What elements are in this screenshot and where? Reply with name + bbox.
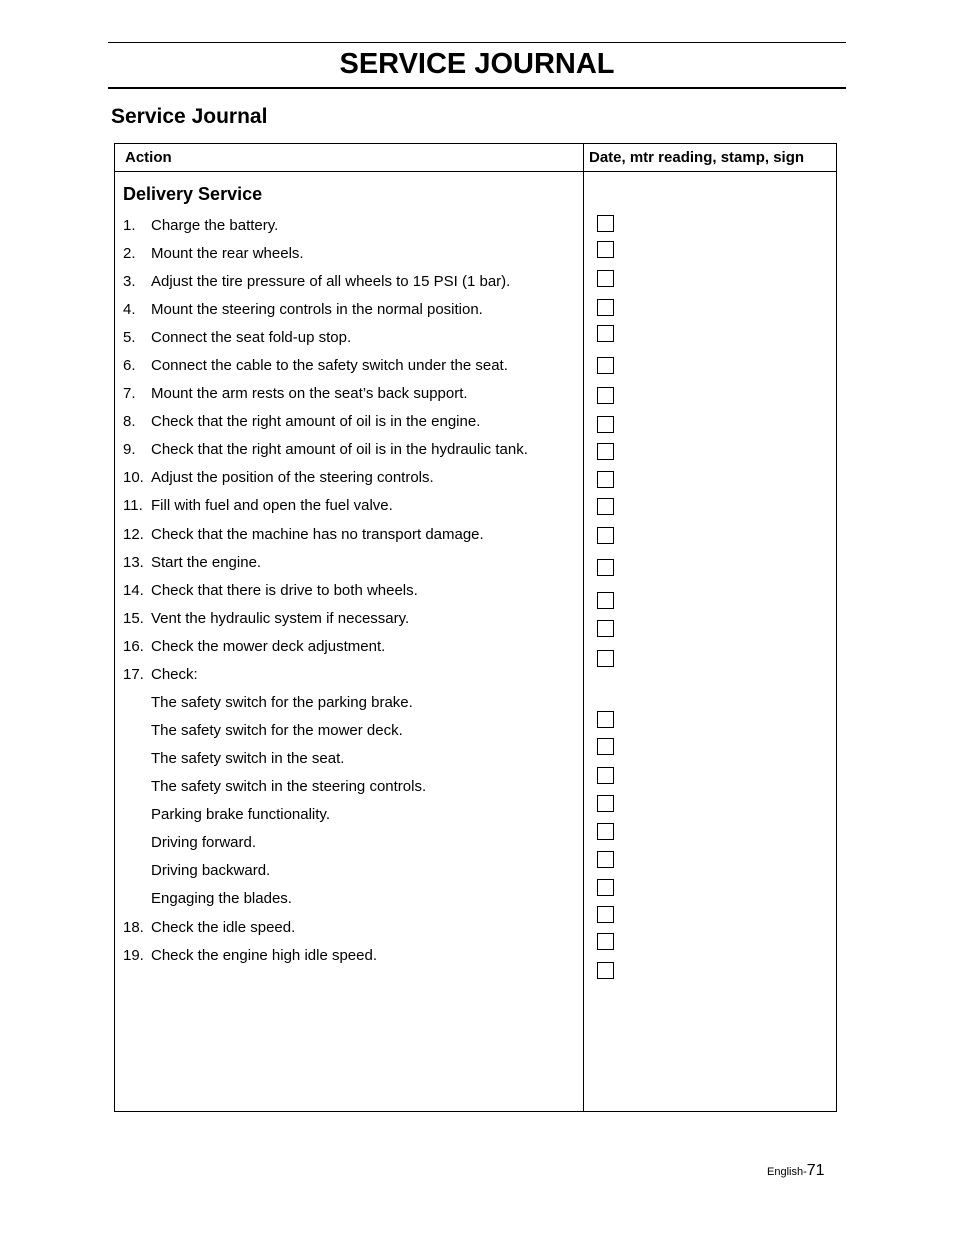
item-text: Mount the rear wheels. <box>151 245 304 262</box>
item-number: 5. <box>123 329 136 346</box>
item-number: 4. <box>123 301 136 318</box>
item-text: Check: <box>151 666 198 683</box>
signoff-checkbox[interactable] <box>597 299 614 316</box>
item-text: Connect the cable to the safety switch under the seat. <box>151 357 508 374</box>
service-journal-table <box>114 143 837 1112</box>
signoff-checkbox[interactable] <box>597 387 614 404</box>
item-number: 7. <box>123 385 136 402</box>
item-text: Driving forward. <box>151 834 257 851</box>
signoff-checkbox[interactable] <box>597 823 614 840</box>
signoff-checkbox[interactable] <box>597 215 614 232</box>
page-footer <box>767 1161 825 1182</box>
item-text: Start the engine. <box>151 554 262 571</box>
item-number: 6. <box>123 357 136 374</box>
signoff-checkbox[interactable] <box>597 325 614 342</box>
item-text: The safety switch for the mower deck. <box>151 722 403 739</box>
column-divider <box>583 144 584 1111</box>
item-number: 12. <box>123 526 144 543</box>
item-text: Fill with fuel and open the fuel valve. <box>151 497 393 514</box>
signoff-checkbox[interactable] <box>597 270 614 287</box>
signoff-checkbox[interactable] <box>597 620 614 637</box>
footer-language: English- <box>767 1166 807 1178</box>
item-text: Check that the right amount of oil is in the hydraulic tank. <box>151 441 528 458</box>
item-number: 19. <box>123 947 144 964</box>
item-text: Check the idle speed. <box>151 919 296 936</box>
item-text: Parking brake functionality. <box>151 806 330 823</box>
signoff-checkbox[interactable] <box>597 933 614 950</box>
item-text: Check that the machine has no transport damage. <box>151 526 484 543</box>
item-text: Check that there is drive to both wheels. <box>151 582 418 599</box>
signoff-checkbox[interactable] <box>597 711 614 728</box>
signoff-checkbox[interactable] <box>597 767 614 784</box>
item-text: Check that the right amount of oil is in the engine. <box>151 413 481 430</box>
signoff-checkbox[interactable] <box>597 795 614 812</box>
item-number: 10. <box>123 469 144 486</box>
item-text: Check the engine high idle speed. <box>151 947 377 964</box>
title-underline <box>108 87 846 89</box>
item-number: 14. <box>123 582 144 599</box>
item-text: Driving backward. <box>151 862 271 879</box>
signoff-checkbox[interactable] <box>597 851 614 868</box>
item-number: 15. <box>123 610 144 627</box>
item-number: 8. <box>123 413 136 430</box>
item-number: 9. <box>123 441 136 458</box>
item-text: Mount the steering controls in the normal position. <box>151 301 483 318</box>
item-number: 2. <box>123 245 136 262</box>
item-text: Adjust the tire pressure of all wheels to 15 PSI (1 bar). <box>151 273 511 290</box>
item-text: Check the mower deck adjustment. <box>151 638 386 655</box>
item-number: 3. <box>123 273 136 290</box>
signoff-checkbox[interactable] <box>597 650 614 667</box>
item-text: Adjust the position of the steering controls. <box>151 469 434 486</box>
signoff-checkbox[interactable] <box>597 592 614 609</box>
header-divider <box>115 171 836 172</box>
signoff-checkbox[interactable] <box>597 498 614 515</box>
item-text: The safety switch in the seat. <box>151 750 345 767</box>
item-number: 17. <box>123 666 144 683</box>
page-title: SERVICE JOURNAL <box>339 48 615 80</box>
item-number: 18. <box>123 919 144 936</box>
signoff-checkbox[interactable] <box>597 471 614 488</box>
column-header-date: Date, mtr reading, stamp, sign <box>589 149 805 166</box>
column-header-action: Action <box>125 149 172 166</box>
signoff-checkbox[interactable] <box>597 879 614 896</box>
item-text: The safety switch in the steering controls. <box>151 778 427 795</box>
item-text: Mount the arm rests on the seat’s back support. <box>151 385 468 402</box>
signoff-checkbox[interactable] <box>597 416 614 433</box>
signoff-checkbox[interactable] <box>597 962 614 979</box>
item-text: Charge the battery. <box>151 217 279 234</box>
delivery-service-heading: Delivery Service <box>123 184 263 204</box>
item-text: The safety switch for the parking brake. <box>151 694 413 711</box>
signoff-checkbox[interactable] <box>597 738 614 755</box>
item-text: Engaging the blades. <box>151 890 292 907</box>
signoff-checkbox[interactable] <box>597 357 614 374</box>
item-number: 1. <box>123 217 136 234</box>
signoff-checkbox[interactable] <box>597 443 614 460</box>
item-number: 11. <box>123 497 143 514</box>
signoff-checkbox[interactable] <box>597 906 614 923</box>
top-rule <box>108 42 846 43</box>
item-number: 16. <box>123 638 144 655</box>
section-title: Service Journal <box>111 105 268 128</box>
item-number: 13. <box>123 554 144 571</box>
page-number: 71 <box>806 1162 825 1179</box>
signoff-checkbox[interactable] <box>597 559 614 576</box>
item-text: Connect the seat fold-up stop. <box>151 329 352 346</box>
signoff-checkbox[interactable] <box>597 527 614 544</box>
signoff-checkbox[interactable] <box>597 241 614 258</box>
item-text: Vent the hydraulic system if necessary. <box>151 610 410 627</box>
